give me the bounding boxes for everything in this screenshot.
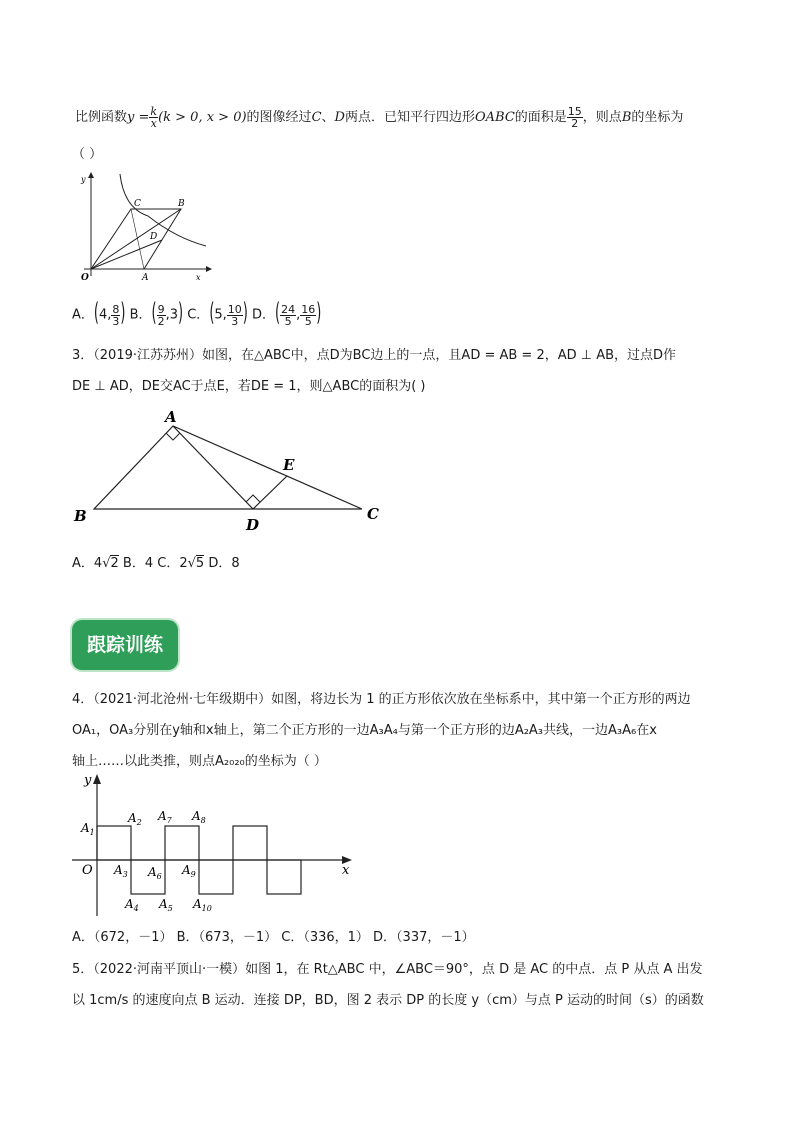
q2-x-arrow bbox=[206, 266, 212, 272]
q2-parallelogram: OABC bbox=[474, 110, 515, 125]
q4-label-a10 bbox=[192, 897, 212, 913]
q2-choice-a-num: 8 bbox=[112, 302, 120, 316]
q2-segment-od bbox=[91, 240, 162, 269]
q4-a7-sub: 7 bbox=[166, 816, 172, 825]
q2-text: ，则点 bbox=[582, 110, 622, 125]
q2-area-frac bbox=[567, 106, 583, 129]
q4-label-x: x bbox=[342, 863, 350, 878]
q3-right-angle-a bbox=[166, 433, 180, 440]
q2-text: 两点．已知平行四边形 bbox=[344, 110, 475, 125]
q2-func-den: x bbox=[150, 117, 157, 130]
q2-text: 的图像经过 bbox=[246, 110, 312, 125]
q2-diagonal-ac bbox=[131, 209, 144, 269]
q2-paren: ) bbox=[120, 299, 126, 329]
q3-choice-a: A． bbox=[72, 556, 94, 571]
q2-label-x: x bbox=[196, 273, 201, 282]
q2-paren: ) bbox=[316, 299, 322, 329]
q4-a3-sub: 3 bbox=[122, 870, 128, 879]
q4-a7-letter: A bbox=[158, 809, 167, 823]
q2-func-frac bbox=[149, 106, 158, 129]
q3-choice-c-coef: 2 bbox=[179, 556, 188, 571]
q4-stem-line1: 4．（2021·河北沧州·七年级期中）如图，将边长为 1 的正方形依次放在坐标系中，其中第一个正方形的两边 bbox=[72, 692, 691, 707]
q4-a8-sub: 8 bbox=[200, 816, 206, 825]
q5-stem-line2: 以 1cm/s 的速度向点 B 运动．连接 DP，BD，图 2 表示 DP 的长度 y（cm）与点 P 运动的时间（s）的函数 bbox=[72, 993, 704, 1008]
q4-a10-letter: A bbox=[193, 897, 202, 911]
q2-area-den: 2 bbox=[571, 117, 579, 130]
q4-a8-letter: A bbox=[192, 809, 201, 823]
q4-label-a6 bbox=[147, 865, 162, 881]
q2-choice-a-den: 3 bbox=[112, 314, 120, 328]
q2-paren: ( bbox=[93, 299, 99, 329]
q2-choice-d-comma: , bbox=[296, 307, 301, 323]
q2-paren: ) bbox=[178, 299, 184, 329]
q3-sqrt-symbol: √ bbox=[102, 556, 111, 571]
q4-a5-sub: 5 bbox=[167, 904, 173, 913]
q4-a1-letter: A bbox=[81, 821, 90, 835]
q2-choice-d-num1: 24 bbox=[281, 302, 296, 316]
q4-a6-sub: 6 bbox=[156, 872, 162, 881]
q4-y-arrow bbox=[93, 774, 101, 784]
q2-choice-b: B． bbox=[129, 307, 152, 323]
q2-point-b: B bbox=[621, 110, 632, 125]
q2-label-a: A bbox=[142, 273, 149, 283]
q2-answer-paren: （ ） bbox=[72, 147, 103, 162]
q4-label-a5 bbox=[158, 897, 173, 913]
q2-text: 比例函数 bbox=[75, 110, 128, 125]
q2-hyperbola bbox=[120, 174, 206, 246]
q3-label-c: C bbox=[367, 505, 379, 523]
q2-choice-b-num: 9 bbox=[157, 302, 165, 316]
q4-stem-line2: OA₁，OA₃分别在y轴和x轴上，第二个正方形的一边A₃A₄与第一个正方形的边A₂A₃共线，一边A₃A₆在x bbox=[72, 723, 657, 738]
q4-label-a2 bbox=[127, 811, 142, 827]
q4-square-4 bbox=[199, 860, 233, 894]
q5-stem-line1: 5．（2022·河南平顶山·一模）如图 1，在 Rt△ABC 中，∠ABC＝90°，点 D 是 AC 的中点．点 P 从点 A 出发 bbox=[72, 962, 703, 977]
q3-stem-line1: 3．（2019·江苏苏州）如图，在△ABC中，点D为BC边上的一点，且AD = AB = 2，AD ⊥ AB，过点D作 bbox=[72, 348, 677, 363]
q2-choice-d-num2: 16 bbox=[301, 302, 316, 316]
q4-a3-letter: A bbox=[114, 863, 123, 877]
q2-paren: ( bbox=[151, 299, 157, 329]
q2-choices bbox=[72, 296, 321, 334]
q2-choice-d: D． bbox=[252, 307, 276, 323]
q2-text: 、 bbox=[321, 110, 335, 125]
q2-diagonal-ob bbox=[91, 209, 181, 269]
q4-a4-sub: 4 bbox=[133, 904, 139, 913]
section-tracking-practice: 跟踪训练 bbox=[72, 620, 178, 670]
q3-choices bbox=[72, 554, 240, 574]
q4-a4-letter: A bbox=[125, 897, 134, 911]
q2-text: 的坐标为 bbox=[631, 110, 684, 125]
q4-a10-sub: 10 bbox=[201, 904, 212, 913]
q4-label-a1 bbox=[80, 821, 95, 837]
q4-label-a3 bbox=[113, 863, 128, 879]
q4-square-3 bbox=[165, 826, 199, 860]
q2-choice-d-den1: 5 bbox=[284, 314, 292, 328]
q2-paren: ( bbox=[275, 299, 281, 329]
q2-figure bbox=[76, 168, 216, 288]
q4-a6-letter: A bbox=[148, 865, 157, 879]
q2-y-arrow bbox=[88, 172, 94, 178]
q4-label-o: O bbox=[82, 863, 93, 878]
q3-segment-de bbox=[253, 476, 287, 509]
q3-figure bbox=[70, 404, 390, 539]
q2-label-b: B bbox=[178, 199, 185, 209]
q4-label-a9 bbox=[181, 863, 196, 879]
q2-text: 的面积是 bbox=[514, 110, 567, 125]
q3-segment-ad bbox=[173, 426, 253, 509]
q4-square-5 bbox=[233, 826, 267, 860]
q3-choice-a-rad: 2 bbox=[110, 556, 119, 571]
q3-sqrt-symbol: √ bbox=[187, 556, 196, 571]
q2-choice-d-frac2 bbox=[300, 304, 316, 327]
q3-label-b: B bbox=[74, 507, 87, 525]
q2-choice-c: C． bbox=[187, 307, 210, 323]
q2-func-lhs: y = bbox=[127, 110, 150, 125]
q3-choice-a-coef: 4 bbox=[93, 556, 103, 571]
q3-triangle-abc bbox=[94, 426, 362, 509]
q2-choice-b-frac bbox=[157, 304, 166, 327]
q2-choice-c-num: 10 bbox=[227, 302, 242, 316]
q4-a2-sub: 2 bbox=[136, 818, 142, 827]
q3-label-d: D bbox=[246, 516, 260, 534]
q3-choice-c-rad: 5 bbox=[195, 556, 205, 571]
q2-label-y: y bbox=[81, 175, 86, 184]
q4-label-y: y bbox=[84, 773, 92, 788]
q4-label-a4 bbox=[124, 897, 139, 913]
q3-choice-d: D．8 bbox=[208, 556, 240, 571]
q4-choices: A．（672，－1） B．（673，－1） C．（336，1） D．（337，－1） bbox=[72, 930, 475, 945]
q2-point-d: D bbox=[334, 110, 345, 125]
q4-square-1 bbox=[97, 826, 131, 860]
q4-a2-letter: A bbox=[128, 811, 137, 825]
q3-choice-b: B．4 bbox=[122, 556, 154, 571]
q2-label-c: C bbox=[134, 199, 141, 209]
q2-choice-d-den2: 5 bbox=[304, 314, 312, 328]
q2-choice-b-den: 2 bbox=[157, 314, 165, 328]
q2-func-cond: (k > 0, x > 0) bbox=[158, 110, 247, 125]
q2-choice-a-x: 4, bbox=[98, 307, 112, 323]
q4-square-6 bbox=[267, 860, 301, 894]
q2-point-c: C bbox=[311, 110, 322, 125]
q4-stem-line3: 轴上……以此类推，则点A₂₀₂₀的坐标为（ ） bbox=[72, 754, 327, 769]
q3-choice-c: C． bbox=[157, 556, 180, 571]
q4-label-a7 bbox=[157, 809, 173, 825]
q2-choice-b-y: ,3 bbox=[165, 307, 179, 323]
q2-choice-c-den: 3 bbox=[231, 314, 239, 328]
q2-paren: ) bbox=[242, 299, 248, 329]
q2-label-d: D bbox=[150, 232, 158, 242]
q4-label-a8 bbox=[191, 809, 206, 825]
q2-choice-a: A． bbox=[72, 307, 94, 323]
q3-label-e: E bbox=[283, 456, 295, 474]
q3-label-a: A bbox=[165, 408, 177, 426]
q4-a5-letter: A bbox=[159, 897, 168, 911]
q2-label-o: O bbox=[81, 273, 89, 283]
q2-stem-line1 bbox=[75, 100, 683, 136]
q2-func-num: k bbox=[150, 105, 158, 118]
q4-a9-sub: 9 bbox=[190, 870, 196, 879]
q2-choice-a-frac bbox=[111, 304, 120, 327]
q3-right-angle-d bbox=[246, 495, 260, 502]
q2-choice-c-x: 5, bbox=[214, 307, 227, 323]
q4-a1-sub: 1 bbox=[89, 828, 95, 837]
q2-choice-d-frac1 bbox=[280, 304, 296, 327]
q3-stem-line2: DE ⊥ AD，DE交AC于点E，若DE = 1，则△ABC的面积为( ) bbox=[72, 379, 426, 394]
q2-paren: ( bbox=[209, 299, 215, 329]
q2-area-num: 15 bbox=[567, 105, 582, 118]
q2-choice-c-frac bbox=[227, 304, 243, 327]
q4-a9-letter: A bbox=[182, 863, 191, 877]
q4-figure bbox=[70, 770, 370, 920]
